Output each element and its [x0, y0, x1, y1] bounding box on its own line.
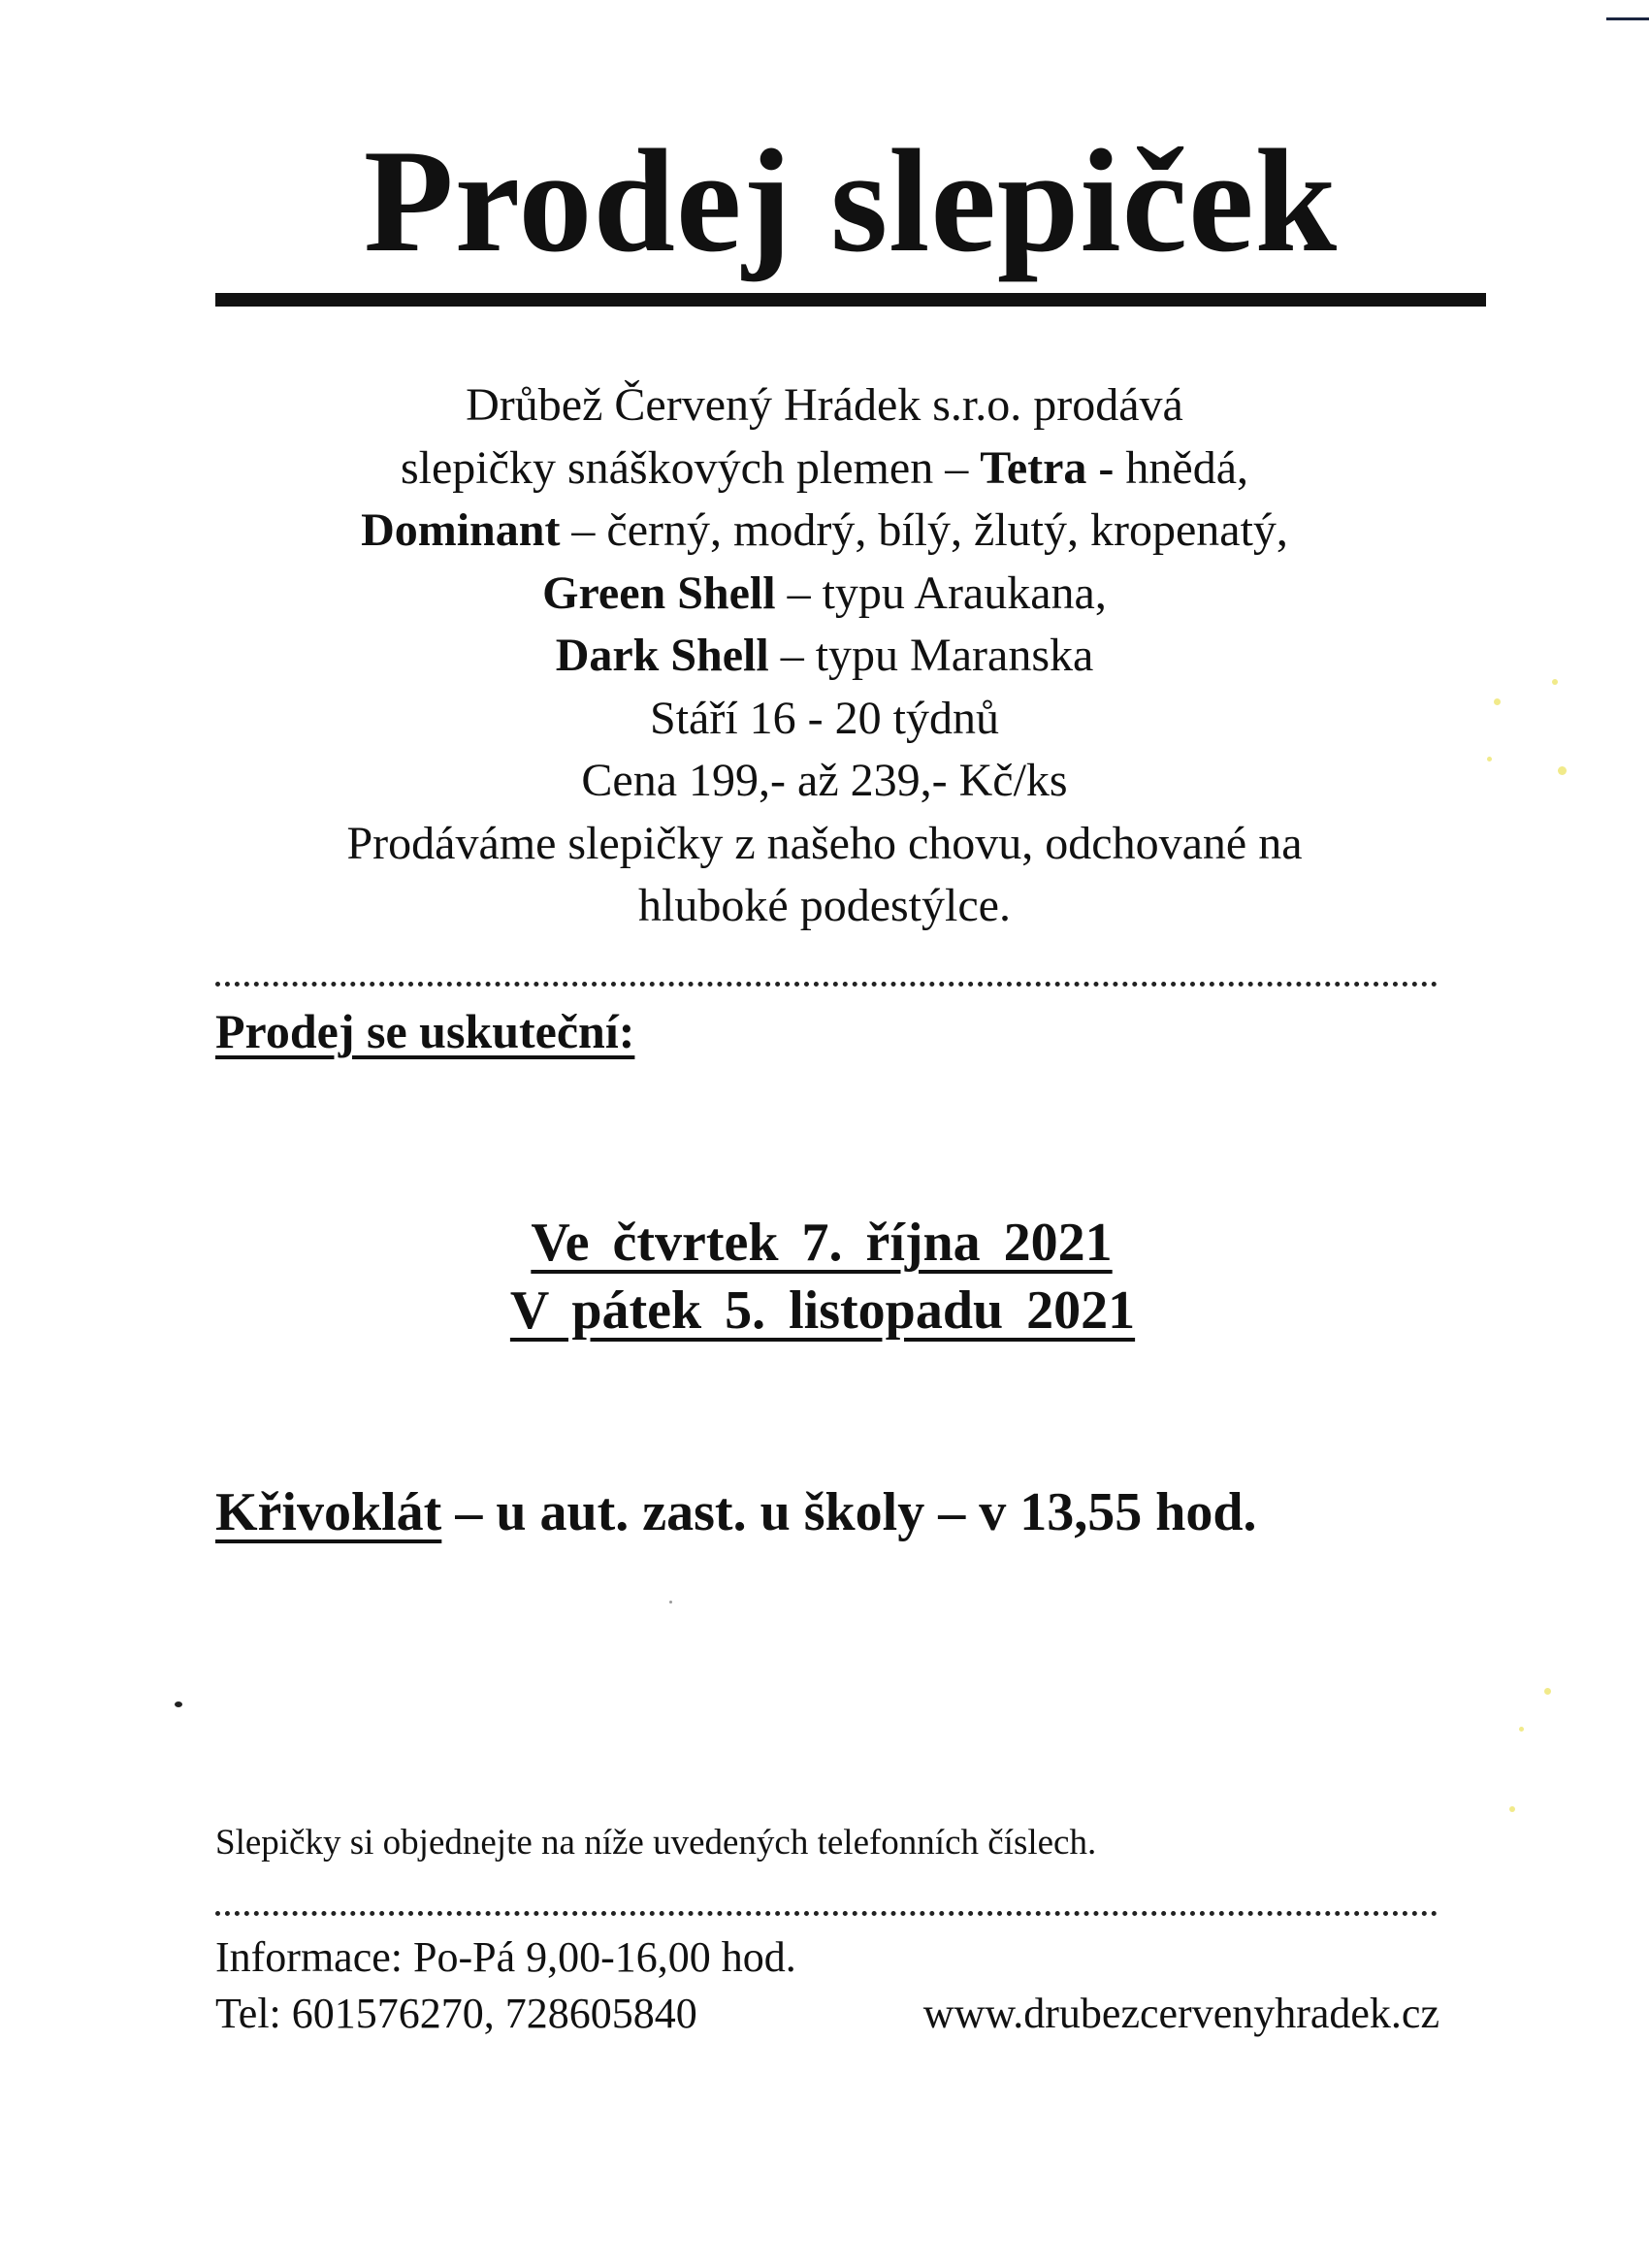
location-detail: – u aut. zast. u školy – v 13,55 hod.	[441, 1482, 1257, 1542]
scan-speck	[1558, 766, 1567, 775]
location-place: Křivoklát	[215, 1482, 442, 1542]
order-note: Slepičky si objednejte na níže uvedených telefonních číslech.	[215, 1823, 1097, 1863]
sale-date-text: V pátek 5. listopadu 2021	[509, 1280, 1136, 1341]
breed-tetra-color: hnědá,	[1125, 441, 1248, 494]
breed-dark-shell-type: – typu Maranska	[768, 630, 1094, 681]
intro-line-green-shell	[194, 563, 1455, 626]
breed-tetra: Tetra -	[980, 441, 1126, 494]
page-title: Prodej slepiček	[363, 119, 1339, 282]
phone-numbers: Tel: 601576270, 728605840	[215, 1990, 697, 2037]
intro-line-origin: Prodáváme slepičky z našeho chovu, odchované na	[346, 817, 1303, 869]
intro-line-company: Drůbež Červený Hrádek s.r.o. prodává	[466, 379, 1183, 431]
intro-line-bedding: hluboké podestýlce.	[638, 880, 1011, 931]
sale-location	[215, 1478, 1257, 1546]
breed-green-shell: Green Shell	[542, 567, 776, 619]
breed-green-shell-type: – typu Araukana,	[775, 567, 1107, 619]
dotted-divider	[215, 1911, 1438, 1916]
intro-paragraph	[194, 374, 1455, 938]
intro-line-age: Stáří 16 - 20 týdnů	[650, 692, 999, 744]
scan-speck	[175, 1701, 182, 1707]
scan-speck	[1487, 757, 1492, 761]
sale-heading: Prodej se uskuteční:	[215, 1004, 635, 1058]
info-hours: Informace: Po-Pá 9,00-16,00 hod.	[215, 1933, 796, 1981]
scan-speck	[669, 1601, 672, 1604]
intro-line-dark-shell	[194, 625, 1455, 688]
sale-date	[0, 1209, 1646, 1277]
scan-speck	[1509, 1806, 1515, 1812]
intro-line-price: Cena 199,- až 239,- Kč/ks	[581, 755, 1068, 806]
scan-speck	[1552, 679, 1558, 685]
intro-line-breeds	[194, 437, 1455, 501]
breed-dark-shell: Dark Shell	[555, 630, 769, 681]
dotted-divider	[215, 982, 1438, 987]
contact-row	[215, 1987, 1439, 2041]
scan-edge-mark	[1606, 17, 1649, 20]
breed-dominant: Dominant	[361, 504, 561, 556]
sale-date-text: Ve čtvrtek 7. října 2021	[531, 1213, 1113, 1273]
scan-speck	[1544, 1688, 1551, 1695]
title-underline	[215, 293, 1486, 307]
scan-speck	[1519, 1727, 1524, 1732]
intro-line-dominant	[194, 500, 1455, 563]
sale-date	[0, 1277, 1647, 1345]
breed-dominant-colors: – černý, modrý, bílý, žlutý, kropenatý,	[560, 504, 1288, 556]
website-url: www.drubezcervenyhradek.cz	[922, 1990, 1439, 2037]
breeds-text: slepičky snáškových plemen –	[400, 441, 981, 494]
scan-speck	[1494, 698, 1501, 705]
